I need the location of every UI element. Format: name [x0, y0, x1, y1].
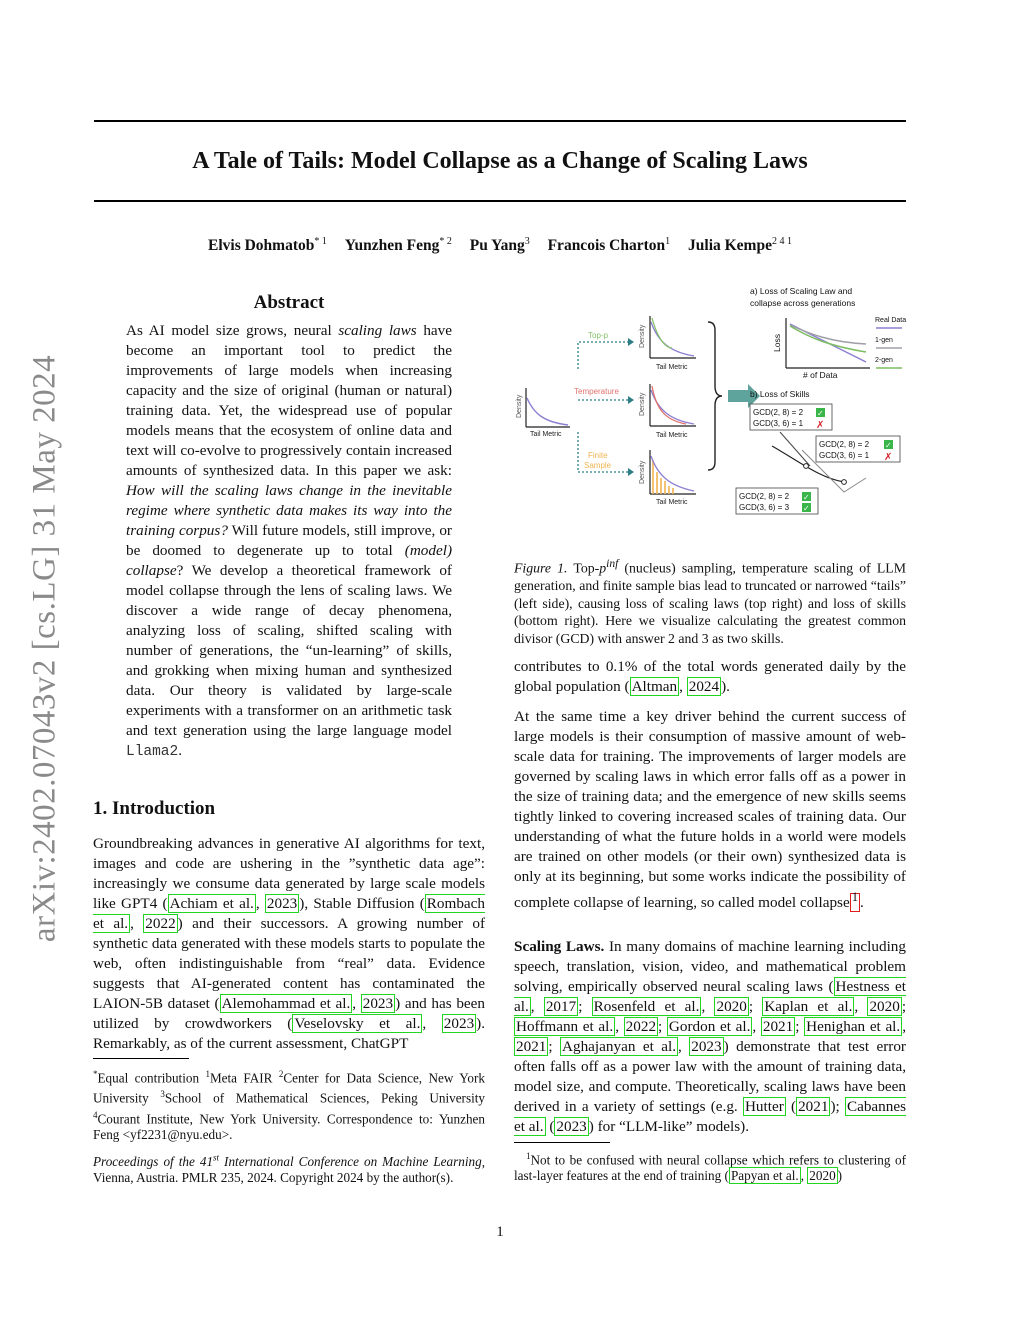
svg-text:Density: Density — [516, 394, 523, 418]
citation-link[interactable]: Alemohammad et al. — [221, 995, 351, 1012]
top-p-label: Top-p — [588, 331, 609, 340]
svg-text:Loss: Loss — [772, 334, 782, 352]
abstract-text: As AI model size grows, neural scaling laws have become an important tool to predict the improvements of large models when increasing capacity and the size of original (human or natural) training data. Yet, the widespread use of popular models means that the ecosystem of online data and text will co-evolve to progressively contain increased amounts of synthesized data. In this paper we ask: How will the scaling laws change in the inevitable regime where synthetic data makes its way into the training corpus? Will future models, still improve, or be doomed to degenerate up to total (model) collapse? We develop a theoretical framework of model collapse through the lens of scaling laws. We discover a wide range of decay phenomena, analyzing loss of scaling, shifted scaling with number of generations, the “un-learning” of skills, and grokking when mixing human and synthesized data. Our theory is validated by large-scale experiments with a transformer on an arithmetic task and text generation using the large language model Llama2. — [126, 322, 453, 760]
citation-link[interactable]: 2023 — [691, 1038, 722, 1055]
page-number: 1 — [496, 1224, 504, 1240]
right-paragraph-1: contributes to 0.1% of the total words generated daily by the global population ( Altman , 2024 ). — [514, 658, 906, 695]
svg-text:Density: Density — [639, 392, 646, 416]
svg-text:Tail Metric: Tail Metric — [656, 499, 688, 506]
svg-text:GCD(2, 8) = 2: GCD(2, 8) = 2 — [819, 440, 870, 449]
check-icon: ✓ — [817, 409, 824, 418]
citation-link[interactable]: Kaplan et al. — [764, 998, 853, 1015]
citation-link[interactable]: Cabannes et al. — [514, 1098, 906, 1135]
citation-link[interactable]: 2020 — [869, 998, 900, 1015]
citation-link[interactable]: 2023 — [556, 1118, 587, 1135]
scaling-legend — [875, 317, 906, 368]
top-p-plot — [639, 316, 696, 371]
base-density-plot — [516, 388, 570, 438]
abstract-heading: Abstract — [253, 292, 325, 313]
citation-link[interactable]: Aghajanyan et al. — [562, 1038, 676, 1055]
citation-link[interactable]: Rombach et al. — [93, 895, 485, 932]
citation-link[interactable]: Gordon et al. — [668, 1018, 751, 1035]
finite-label: Finite — [588, 451, 608, 460]
svg-text:GCD(3, 6) = 1: GCD(3, 6) = 1 — [753, 419, 804, 428]
svg-text:Tail Metric: Tail Metric — [530, 431, 562, 438]
author: Julia Kempe$^{2 4 1}$ — [688, 236, 792, 255]
gcd-box-1 — [750, 404, 832, 431]
citation-link[interactable]: 2020 — [716, 998, 747, 1015]
section-heading-introduction: 1. Introduction — [93, 798, 216, 819]
author: Pu Yang$^3$ — [469, 236, 530, 255]
citation-link[interactable]: 2023 — [443, 1015, 475, 1032]
citation-link[interactable]: Hoffmann et al. — [516, 1018, 614, 1035]
citation-link[interactable]: 2021 — [762, 1018, 794, 1035]
citation-link[interactable]: Rosenfeld et al. — [593, 998, 700, 1015]
author-list — [94, 236, 906, 255]
citation-link[interactable]: 2023 — [266, 895, 298, 912]
citation-link[interactable]: Henighan et al. — [806, 1018, 901, 1035]
citation-link[interactable]: Altman — [631, 678, 678, 695]
footnote-rule — [514, 1142, 610, 1143]
cross-icon: ✗ — [816, 420, 825, 431]
figure-1 — [510, 282, 910, 522]
svg-text:Density: Density — [639, 460, 646, 484]
svg-text:b) Loss of Skills: b) Loss of Skills — [750, 389, 810, 399]
citation-link[interactable]: 2023 — [362, 995, 394, 1012]
citation-link[interactable]: 2020 — [809, 1168, 836, 1184]
intro-paragraph: Groundbreaking advances in generative AI algorithms for text, images and code are ushering in the ”synthetic data age”: increasingly we consume data generated by large scale models like GPT4 ( Achiam et al. , 2023 ), Stable Diffusion ( Rombach et al. , 2022 ) and their successors. A growing number of synthetic data generated with these models starts to populate the web, often indistinguishable from “real” data. Evidence suggests that AI-generated content has contaminated the LAION-5B dataset ( Alemohammad et al. , 2023 ) and has been utilized by crowdworkers ( Veselovsky et al. , 2023 ). Remarkably, as of the current assessment, ChatGPT — [93, 835, 486, 1052]
svg-text:GCD(3, 6) = 3: GCD(3, 6) = 3 — [739, 503, 790, 512]
cross-icon: ✗ — [884, 452, 893, 463]
gcd-box-2 — [816, 436, 900, 463]
svg-text:a) Loss of Scaling Law and: a) Loss of Scaling Law and — [750, 286, 853, 296]
title-rule-bottom — [94, 200, 906, 202]
citation-link[interactable]: 2022 — [145, 915, 176, 932]
citation-link[interactable]: 2022 — [625, 1018, 657, 1035]
footnote-link[interactable]: 1 — [850, 893, 860, 912]
author: Elvis Dohmatob$^{* 1}$ — [208, 236, 327, 255]
footnote-1: $^1$Not to be confused with neural collapse which refers to clustering of last-layer features at the end of training ( Papyan et al. , 2020 ) — [514, 1151, 906, 1184]
citation-link[interactable]: Papyan et al. — [730, 1168, 799, 1184]
finite-sample-plot — [639, 450, 696, 506]
right-paragraph-2: At the same time a key driver behind the current success of large models is their consumption of massive amount of web-scale data for training. The improvements of larger models are governed by scaling laws in which error falls off as a power in the size of training data; and the emergence of new skills seems tightly linked to covering increased scales of training data. Our understanding of what the future holds in a world were models are trained on other models (or their own) synthesized data is only at its beginning, but some works indicate the possibility of complete collapse of learning, so called model collapse $^1$ . — [514, 708, 906, 912]
svg-text:GCD(3, 6) = 1: GCD(3, 6) = 1 — [819, 451, 870, 460]
svg-text:2-gen: 2-gen — [875, 357, 893, 364]
author: Yunzhen Feng$^{* 2}$ — [344, 236, 452, 255]
citation-link[interactable]: Hutter — [744, 1098, 784, 1115]
citation-link[interactable]: Hestness et al. — [514, 978, 906, 1015]
arxiv-identifier[interactable]: arXiv:2402.07043v2 [cs.LG] 31 May 2024 — [26, 354, 63, 943]
scaling-laws-paragraph: Scaling Laws. In many domains of machine learning including speech, translation, vision, video, and mathematical problem solving, empirically observed neural scaling laws ( Hestness et al. , 2017 ; Rosenfeld et al. , 2020 ; Kaplan et al. , 2020 ; Hoffmann et al. , 2022 ; Gordon et al. , 2021 ; Henighan et al. , 2021 ; Aghajanyan et al. , 2023 ) demonstrate that test error often falls off as a power law with the amount of training data, model size, and compute. Theoretically, scaling laws have been derived in a variety of settings (e.g. Hutter ( 2021 ); Cabannes et al. ( 2023 ) for “LLM-like” models). — [514, 938, 907, 1135]
check-icon: ✓ — [885, 441, 892, 450]
check-icon: ✓ — [803, 504, 810, 513]
citation-link[interactable]: 2021 — [516, 1038, 547, 1055]
citation-link[interactable]: 2021 — [798, 1098, 829, 1115]
svg-text:Tail Metric: Tail Metric — [656, 432, 688, 439]
model-name: Llama2 — [126, 744, 179, 760]
figure-1-caption: Figure 1. Top-$p^{inf}$ (nucleus) sampling, temperature scaling of LLM generation, and finite sample bias lead to truncated or narrowed “tails” (left side), causing loss of scaling laws (top right) and loss of skills (bottom right). Here we visualize calculating the greatest common divisor (GCD) with answer 2 and 3 as two skills. — [514, 558, 906, 646]
sample-label: Sample — [584, 461, 612, 470]
check-icon: ✓ — [803, 493, 810, 502]
temperature-label: Temperature — [574, 387, 619, 396]
paper-title: A Tale of Tails: Model Collapse as a Change of Scaling Laws — [192, 148, 808, 174]
svg-text:collapse across generations: collapse across generations — [750, 298, 856, 308]
svg-text:1-gen: 1-gen — [875, 337, 893, 344]
svg-text:Tail Metric: Tail Metric — [656, 364, 688, 371]
author: Francois Charton$^1$ — [547, 236, 671, 255]
svg-text:# of Data: # of Data — [803, 370, 838, 380]
footnote-rule — [93, 1058, 189, 1059]
proceedings-note: Proceedings of the 41st International Conference on Machine Learning, Vienna, Austria. PMLR 235, 2024. Copyright 2024 by the author(s). — [93, 1153, 485, 1186]
affiliation-footnote: *Equal contribution $^1$Meta FAIR $^2$Center for Data Science, New York University $^3$School of Mathematical Sciences, Peking University $^4$Courant Institute, New York University. Correspondence to: Yunzhen Feng <yf2231@nyu.edu>. — [93, 1069, 485, 1143]
gcd-box-3 — [736, 488, 818, 514]
citation-link[interactable]: Achiam et al. — [169, 895, 254, 912]
svg-text:GCD(2, 8) = 2: GCD(2, 8) = 2 — [739, 492, 790, 501]
citation-link[interactable]: 2017 — [545, 998, 577, 1015]
title-rule-top — [94, 120, 906, 122]
svg-text:GCD(2, 8) = 2: GCD(2, 8) = 2 — [753, 408, 804, 417]
citation-link[interactable]: Veselovsky et al. — [294, 1015, 421, 1032]
citation-link[interactable]: 2024 — [688, 678, 720, 695]
temperature-plot — [639, 384, 696, 439]
svg-text:Real Data: Real Data — [875, 317, 907, 324]
scaling-law-plot — [772, 318, 870, 380]
svg-text:Density: Density — [639, 324, 646, 348]
